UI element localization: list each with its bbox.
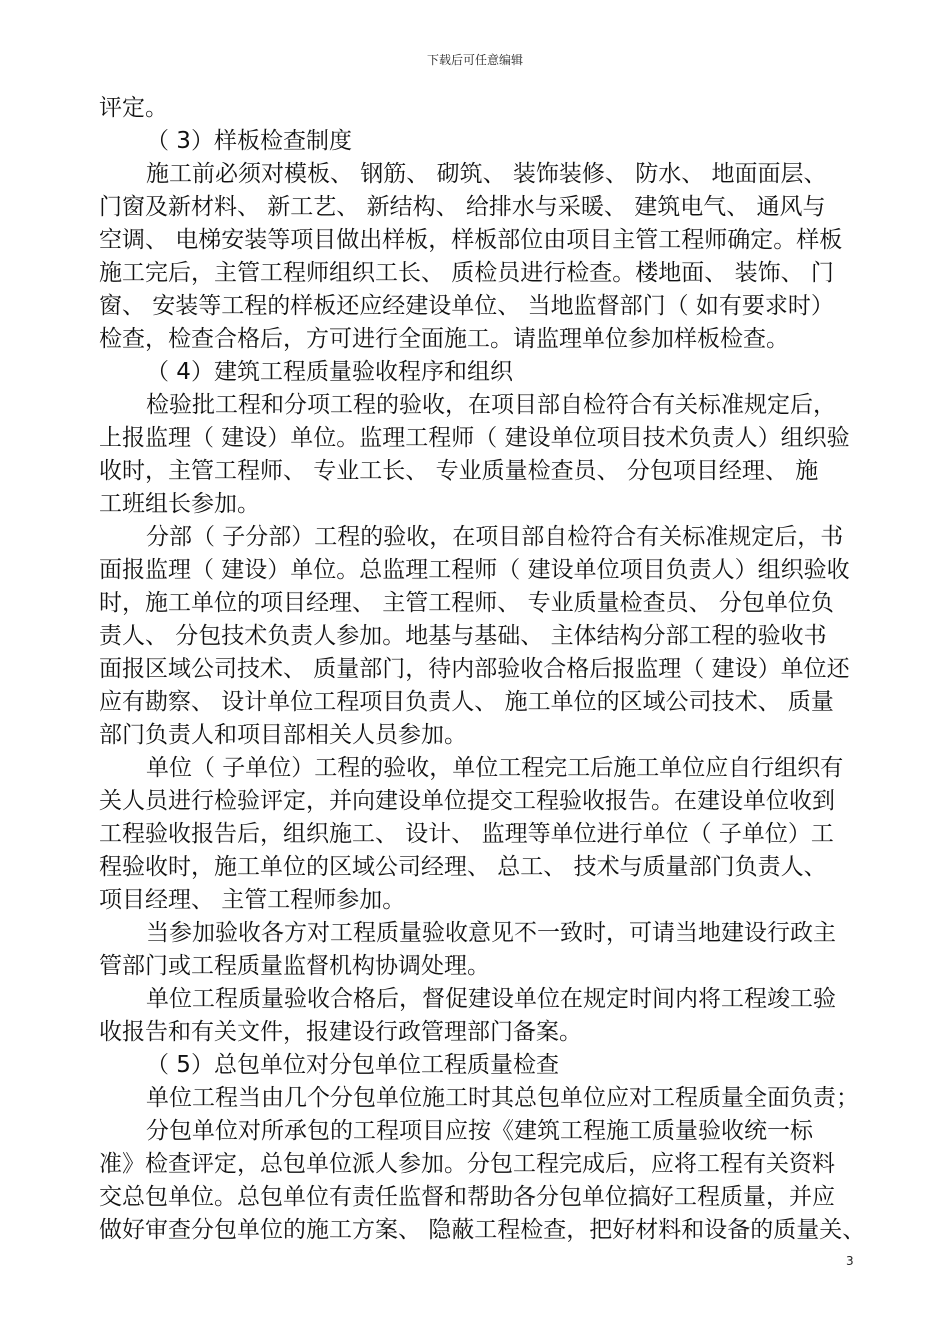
text-line: 单位工程当由几个分包单位施工时其总包单位应对工程质量全面负责；	[146, 1085, 859, 1111]
text-line: 收时，主管工程师、 专业工长、 专业质量检查员、 分包项目经理、 施	[99, 458, 819, 484]
text-line: 施工完后，主管工程师组织工长、 质检员进行检查。楼地面、 装饰、 门	[99, 260, 834, 286]
text-line: （ 5）总包单位对分包单位工程质量检查	[146, 1052, 559, 1078]
text-line: 工班组长参加。	[99, 491, 260, 517]
text-line: 面报监理（ 建设）单位。总监理工程师（ 建设单位项目负责人）组织验收	[99, 557, 850, 583]
text-line: 交总包单位。总包单位有责任监督和帮助各分包单位搞好工程质量，并应	[99, 1184, 835, 1210]
text-line: 项目经理、 主管工程师参加。	[99, 887, 406, 913]
text-line: 空调、 电梯安装等项目做出样板，样板部位由项目主管工程师确定。样板	[99, 227, 843, 253]
text-line: 应有勘察、 设计单位工程项目负责人、 施工单位的区域公司技术、 质量	[99, 689, 834, 715]
page-number: 3	[846, 1254, 854, 1268]
text-line: 部门负责人和项目部相关人员参加。	[99, 722, 467, 748]
text-line: （ 4）建筑工程质量验收程序和组织	[146, 359, 513, 385]
text-line: 门窗及新材料、 新工艺、 新结构、 给排水与采暖、 建筑电气、 通风与	[99, 194, 826, 220]
text-line: 单位（ 子单位）工程的验收，单位工程完工后施工单位应自行组织有	[146, 755, 844, 781]
text-line: 管部门或工程质量监督机构协调处理。	[99, 953, 490, 979]
text-line: 单位工程质量验收合格后，督促建设单位在规定时间内将工程竣工验	[146, 986, 836, 1012]
text-line: 做好审查分包单位的施工方案、 隐蔽工程检查，把好材料和设备的质量关、	[99, 1217, 866, 1243]
document-body	[99, 92, 869, 1247]
text-line: 工程验收报告后，组织施工、 设计、 监理等单位进行单位（ 子单位）工	[99, 821, 834, 847]
text-line: 分包单位对所承包的工程项目应按《建筑工程施工质量验收统一标	[146, 1118, 813, 1144]
text-line: 检验批工程和分项工程的验收，在项目部自检符合有关标准规定后，	[146, 392, 836, 418]
text-line: 准》检查评定，总包单位派人参加。分包工程完成后，应将工程有关资料	[99, 1151, 835, 1177]
text-line: 施工前必须对模板、 钢筋、 砌筑、 装饰装修、 防水、 地面面层、	[146, 161, 827, 187]
text-line: 检查，检查合格后，方可进行全面施工。请监理单位参加样板检查。	[99, 326, 789, 352]
text-line: 收报告和有关文件，报建设行政管理部门备案。	[99, 1019, 582, 1045]
text-line: 责人、 分包技术负责人参加。地基与基础、 主体结构分部工程的验收书	[99, 623, 827, 649]
text-line: 时，施工单位的项目经理、 主管工程师、 专业质量检查员、 分包单位负	[99, 590, 834, 616]
text-line: 窗、 安装等工程的样板还应经建设单位、 当地监督部门（ 如有要求时）	[99, 293, 834, 319]
text-line: 分部（ 子分部）工程的验收，在项目部自检符合有关标准规定后，书	[146, 524, 844, 550]
text-line: 面报区域公司技术、 质量部门，待内部验收合格后报监理（ 建设）单位还	[99, 656, 850, 682]
text-line: 关人员进行检验评定，并向建设单位提交工程验收报告。在建设单位收到	[99, 788, 835, 814]
text-line: 程验收时，施工单位的区域公司经理、 总工、 技术与质量部门负责人、	[99, 854, 827, 880]
text-line: （ 3）样板检查制度	[146, 128, 352, 154]
text-line: 上报监理（ 建设）单位。监理工程师（ 建设单位项目技术负责人）组织验	[99, 425, 850, 451]
page-header: 下载后可任意编辑	[426, 53, 523, 67]
text-line: 评定。	[99, 95, 168, 121]
text-line: 当参加验收各方对工程质量验收意见不一致时，可请当地建设行政主	[146, 920, 836, 946]
